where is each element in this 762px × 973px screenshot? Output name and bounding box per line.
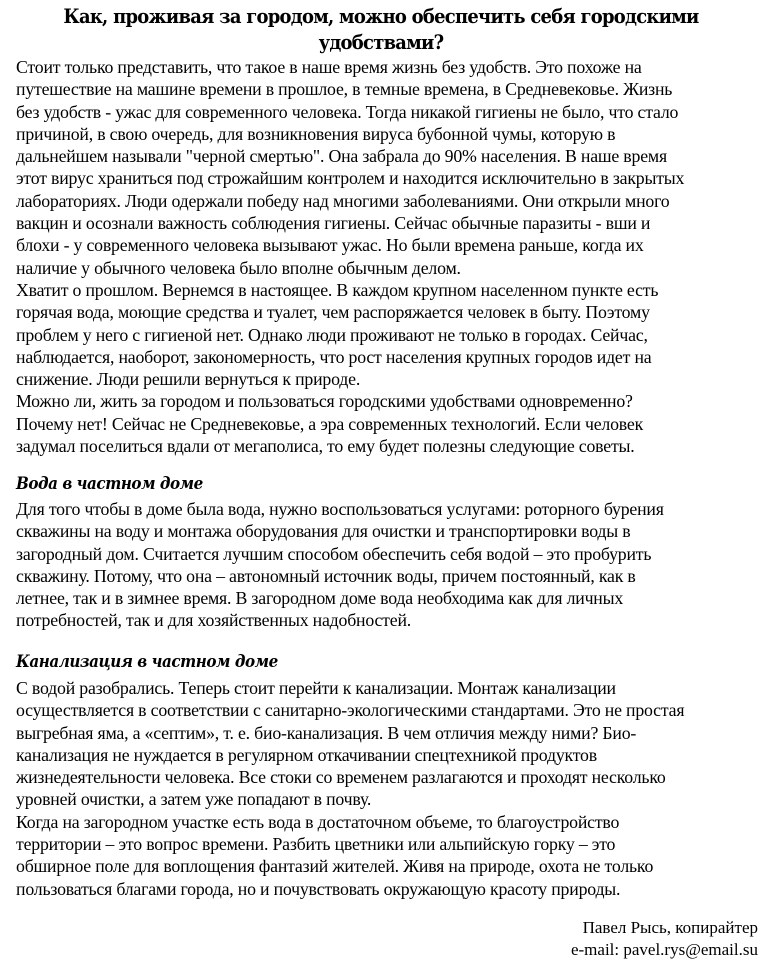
text-line: проблем у него с гигиеной нет. Однако люди проживают не только в городах. Сейчас, bbox=[16, 324, 648, 345]
text-line: территории – это вопрос времени. Разбить цветники или альпийскую горку – это bbox=[16, 834, 616, 855]
signature bbox=[571, 917, 758, 961]
text-line: скважины на воду и монтажа оборудования для очистки и транспортировки воды в bbox=[16, 521, 631, 542]
text-line: вакцин и осознали важность соблюдения гигиены. Сейчас обычные паразиты - вши и bbox=[16, 213, 651, 234]
text-line: Почему нет! Сейчас не Средневековье, а эра современных технологий. Если человек bbox=[16, 413, 644, 434]
text-line: обширное поле для воплощения фантазий жителей. Живя на природе, охота не только bbox=[16, 856, 654, 877]
intro-paragraph bbox=[16, 56, 760, 457]
text-line: блохи - у современного человека вызывают ужас. Но были времена раньше, когда их bbox=[16, 235, 644, 256]
text-line: путешествие на машине времени в прошлое, в темные времена, в Средневековье. Жизнь bbox=[16, 79, 673, 100]
author-name: Павел Рысь, копирайтер bbox=[582, 918, 758, 937]
author-email: e-mail: pavel.rys@email.su bbox=[570, 940, 758, 959]
text-line: Когда на загородном участке есть вода в достаточном объеме, то благоустройство bbox=[16, 811, 620, 832]
text-line: снижение. Люди решили вернуться к природе. bbox=[16, 369, 361, 390]
text-line: Можно ли, жить за городом и пользоваться городскими удобствами одновременно? bbox=[16, 391, 633, 412]
section-heading-water: Вода в частном доме bbox=[16, 474, 203, 493]
title-line-2: удобствами? bbox=[318, 31, 444, 54]
text-line: уровней очистки, а затем уже попадают в почву. bbox=[16, 789, 372, 810]
text-line: осуществляется в соответствии с санитарно-экологическими стандартами. Это не простая bbox=[16, 700, 685, 721]
text-line: канализация не нуждается в регулярном откачивании спецтехникой продуктов bbox=[16, 744, 597, 765]
text-line: жизнедеятельности человека. Все стоки со временем разлагаются и проходят несколько bbox=[16, 767, 666, 788]
sewer-paragraph bbox=[16, 677, 760, 900]
text-line: дальнейшем называли "черной смертью". Она забрала до 90% населения. В наше время bbox=[16, 146, 667, 167]
section-heading-sewer: Канализация в частном доме bbox=[16, 652, 278, 671]
text-line: задумал поселиться вдали от мегаполиса, то ему будет полезны следующие советы. bbox=[16, 436, 635, 457]
text-line: пользоваться благами города, но и почувствовать окружающую красоту природы. bbox=[16, 878, 621, 899]
article-title bbox=[30, 4, 731, 56]
text-line: без удобств - ужас для современного человека. Тогда никакой гигиены не было, что стало bbox=[16, 101, 679, 122]
text-line: наличие у обычного человека было вполне обычным делом. bbox=[16, 257, 461, 278]
text-line: Для того чтобы в доме была вода, нужно воспользоваться услугами: роторного бурения bbox=[16, 499, 664, 519]
text-line: Стоит только представить, что такое в наше время жизнь без удобств. Это похоже на bbox=[16, 57, 642, 77]
text-line: причиной, в свою очередь, для возникновения вируса бубонной чумы, которую в bbox=[16, 123, 616, 144]
text-line: лабораториях. Люди одержали победу над многими заболеваниями. Они открыли много bbox=[16, 190, 670, 211]
text-line: наблюдается, наоборот, закономерность, что рост населения крупных городов идет на bbox=[16, 346, 652, 367]
water-paragraph bbox=[16, 498, 760, 632]
text-line: горячая вода, моющие средства и туалет, чем распоряжается человек в быту. Поэтому bbox=[16, 302, 650, 323]
title-line-1: Как, проживая за городом, можно обеспечить себя городскими bbox=[63, 5, 699, 28]
text-line: Хватит о прошлом. Вернемся в настоящее. В каждом крупном населенном пункте есть bbox=[16, 279, 659, 300]
text-line: летнее, так и в зимнее время. В загородном доме вода необходима как для личных bbox=[16, 588, 624, 609]
text-line: этот вирус храниться под строжайшим контролем и находится исключительно в закрытых bbox=[16, 168, 685, 189]
text-line: скважину. Потому, что она – автономный источник воды, причем постоянный, как в bbox=[16, 565, 636, 586]
text-line: потребностей, так и для хозяйственных надобностей. bbox=[16, 610, 412, 631]
text-line: выгребная яма, а «септим», т. е. био-канализация. В чем отличия между ними? Био- bbox=[16, 722, 637, 743]
text-line: загородный дом. Считается лучшим способом обеспечить себя водой – это пробурить bbox=[16, 543, 652, 564]
text-line: С водой разобрались. Теперь стоит перейти к канализации. Монтаж канализации bbox=[16, 678, 616, 698]
